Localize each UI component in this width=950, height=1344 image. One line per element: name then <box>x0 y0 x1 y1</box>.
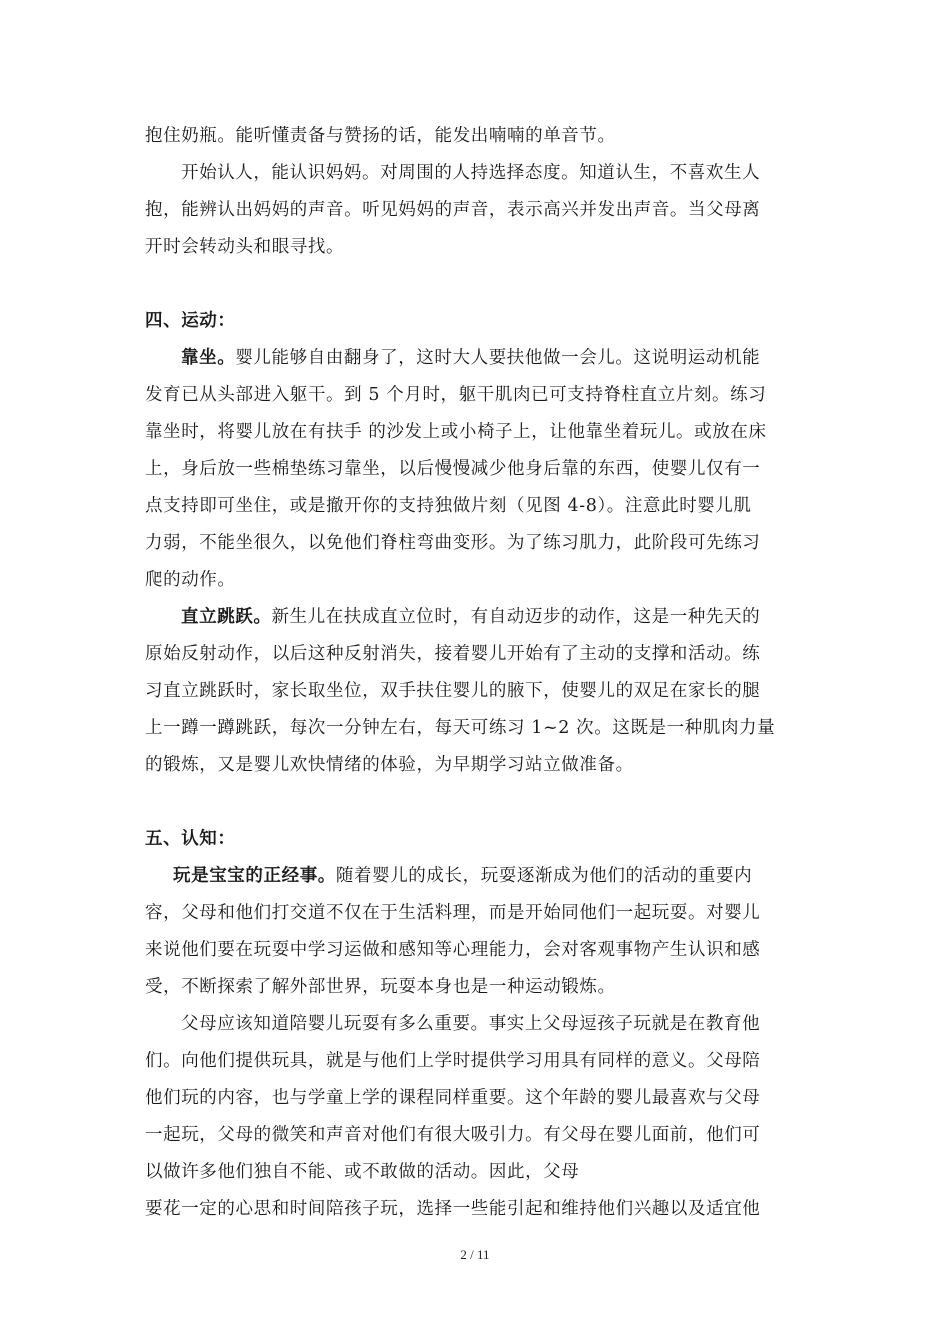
text-span: 新生儿在扶成直立位时，有自动迈步的动作，这是一种先天的 <box>271 607 761 627</box>
paragraph-lead-jumping: 直立跳跃。 <box>181 607 272 627</box>
text-line: 爬的动作。 <box>145 570 236 590</box>
section-heading-motor: 四、运动： <box>145 311 236 331</box>
text-line: 的锻炼，又是婴儿欢快情绪的体验，为早期学习站立做准备。 <box>145 755 634 775</box>
text-span: 随着婴儿的成长，玩耍逐渐成为他们的活动的重要内 <box>335 866 753 886</box>
spacer <box>145 266 809 303</box>
text-line: 开始认人，能认识妈妈。对周围的人持选择态度。知道认生，不喜欢生人 <box>181 163 761 183</box>
text-line: 力弱，不能坐很久，以免他们脊柱弯曲变形。为了练习肌力，此阶段可先练习 <box>145 533 761 553</box>
paragraph-lead-play: 玩是宝宝的正经事。 <box>173 866 336 886</box>
spacer <box>145 784 809 821</box>
paragraph-jumping-first-line <box>145 599 809 636</box>
section-heading-cognition: 五、认知： <box>145 829 236 849</box>
text-line: 原始反射动作，以后这种反射消失，接着婴儿开始有了主动的支撑和活动。练 <box>145 644 761 664</box>
text-line: 抱住奶瓶。能听懂责备与赞扬的话，能发出喃喃的单音节。 <box>145 126 616 146</box>
text-line: 发育已从头部进入躯干。到 5 个月时，躯干肌肉已可支持脊柱直立片刻。练习 <box>145 385 767 405</box>
text-line: 靠坐时，将婴儿放在有扶手 的沙发上或小椅子上，让他靠坐着玩儿。或放在床 <box>145 422 767 442</box>
text-line: 来说他们要在玩耍中学习运做和感知等心理能力，会对客观事物产生认识和感 <box>145 940 761 960</box>
text-line: 一起玩，父母的微笑和声音对他们有很大吸引力。有父母在婴儿面前，他们可 <box>145 1125 761 1145</box>
text-line: 容，父母和他们打交道不仅在于生活料理，而是开始同他们一起玩耍。对婴儿 <box>145 903 761 923</box>
paragraph-play-first-line <box>145 858 809 895</box>
document-page <box>145 118 809 1228</box>
paragraph-sitting-first-line <box>145 340 809 377</box>
text-line: 父母应该知道陪婴儿玩耍有多么重要。事实上父母逗孩子玩就是在教育他 <box>181 1014 761 1034</box>
text-line: 上，身后放一些棉垫练习靠坐，以后慢慢减少他身后靠的东西，使婴儿仅有一 <box>145 459 761 479</box>
text-line: 他们玩的内容，也与学童上学的课程同样重要。这个年龄的婴儿最喜欢与父母 <box>145 1088 761 1108</box>
text-line: 点支持即可坐住，或是撤开你的支持独做片刻（见图 4-8）。注意此时婴儿肌 <box>145 496 752 516</box>
text-line: 上一蹲一蹲跳跃，每次一分钟左右，每天可练习 1~2 次。这既是一种肌肉力量 <box>145 718 776 738</box>
text-line: 习直立跳跃时，家长取坐位，双手扶住婴儿的腋下，使婴儿的双足在家长的腿 <box>145 681 761 701</box>
text-line: 开时会转动头和眼寻找。 <box>145 237 345 257</box>
text-line: 以做许多他们独自不能、或不敢做的活动。因此，父母 <box>145 1162 580 1182</box>
text-line: 受，不断探索了解外部世界，玩耍本身也是一种运动锻炼。 <box>145 977 616 997</box>
text-line: 们。向他们提供玩具，就是与他们上学时提供学习用具有同样的意义。父母陪 <box>145 1051 761 1071</box>
text-span: 婴儿能够自由翻身了，这时大人要扶他做一会儿。这说明运动机能 <box>235 348 761 368</box>
text-line: 抱，能辨认出妈妈的声音。听见妈妈的声音，表示高兴并发出声音。当父母离 <box>145 200 761 220</box>
paragraph-lead-sitting: 靠坐。 <box>181 348 236 368</box>
text-line: 要花一定的心思和时间陪孩子玩，选择一些能引起和维持他们兴趣以及适宜他 <box>145 1199 761 1219</box>
page-number: 2 / 11 <box>460 1247 490 1262</box>
